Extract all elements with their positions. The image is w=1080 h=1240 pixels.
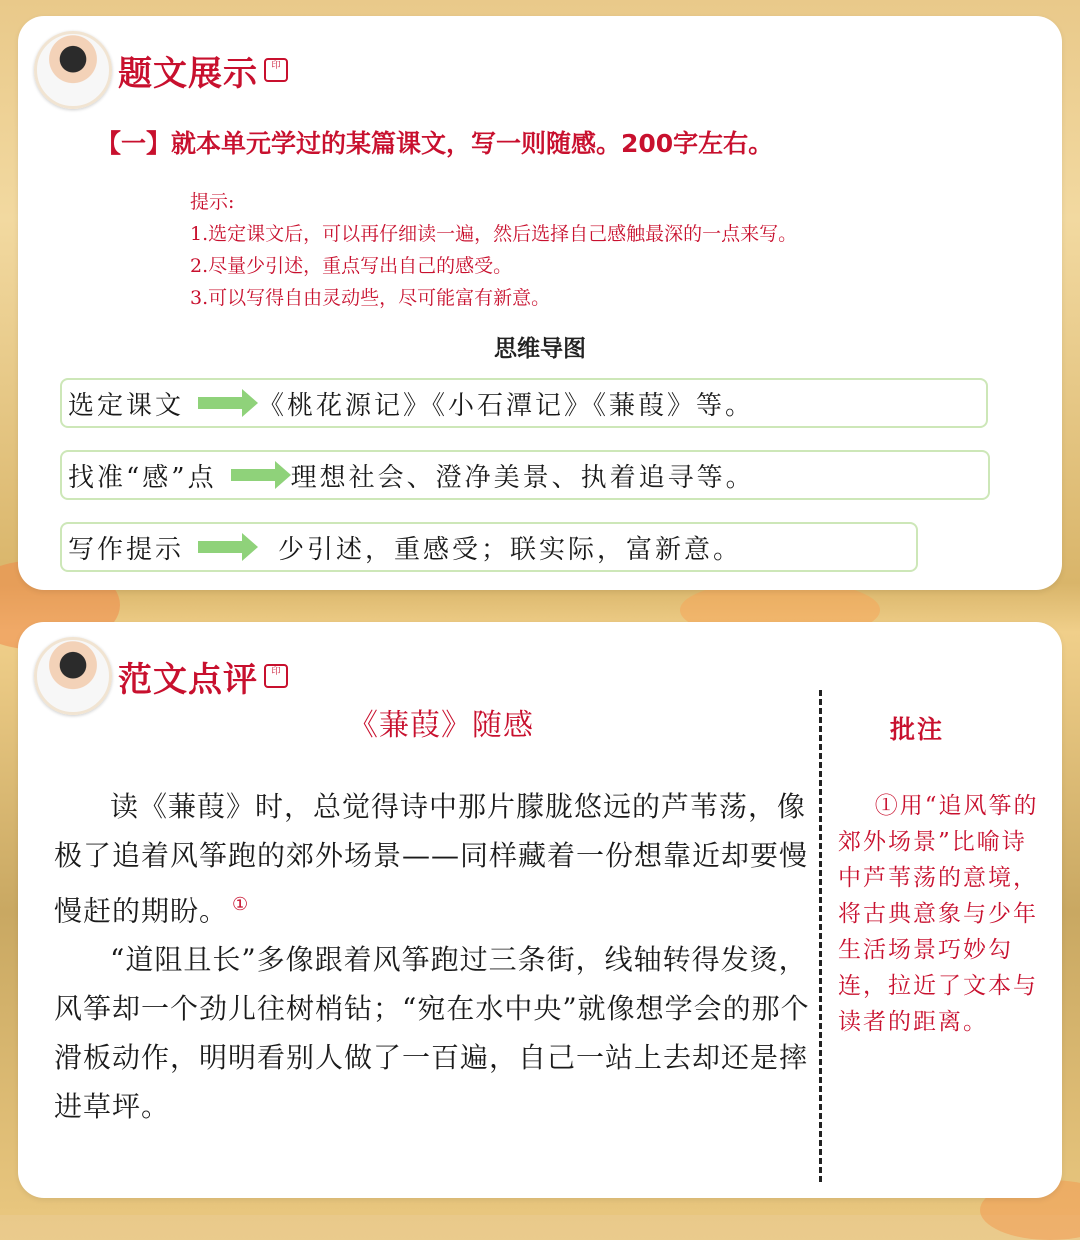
essay-paragraph: “道阻且长”多像跟着风筝跑过三条街，线轴转得发烫，风筝却一个劲儿往树梢钻；“宛在水中央”就像想学会的那个滑板动作，明明看别人做了一百遍，自己一站上去却还是摔进草坪。	[54, 943, 810, 1124]
paragraph-text: 读《蒹葭》时，总觉得诗中那片朦胧悠远的芦苇荡，像极了追着风筝跑的郊外场景——同样藏着一份想靠近却要慢慢赶的期盼。	[54, 790, 809, 928]
avatar	[34, 31, 112, 109]
mindmap-title: 思维导图	[494, 336, 586, 362]
mindmap-row	[60, 522, 918, 572]
hint-item: 1.选定课文后，可以再仔细读一遍，然后选择自己感触最深的一点来写。	[190, 223, 798, 245]
arrow-right-icon	[231, 469, 277, 481]
essay-body	[54, 782, 814, 1131]
question-prompt: 【一】就本单元学过的某篇课文，写一则随感。200字左右。	[96, 129, 774, 158]
mindmap-text: 《桃花源记》《小石潭记》《蒹葭》等。	[258, 390, 755, 421]
section-title: 范文点评	[118, 659, 258, 700]
section-title: 题文展示	[118, 53, 258, 94]
mindmap-label: 写作提示	[68, 534, 185, 565]
essay-title: 《蒹葭》随感	[348, 708, 534, 743]
mindmap-row	[60, 450, 990, 500]
hint-item: 3.可以写得自由灵动些，尽可能富有新意。	[190, 287, 551, 309]
dashed-divider	[819, 690, 822, 1182]
mindmap-label: 选定课文	[68, 390, 185, 421]
seal-icon: 印	[264, 664, 288, 688]
section-header	[34, 30, 288, 110]
sample-essay-card	[18, 622, 1062, 1198]
annotation-mark: ①	[232, 894, 250, 915]
arrow-right-icon	[198, 541, 244, 553]
annotation-title: 批注	[890, 715, 945, 744]
seal-icon: 印	[264, 58, 288, 82]
annotation-text: ①用“追风筝的郊外场景”比喻诗中芦苇荡的意境，将古典意象与少年生活场景巧妙勾连，拉近了文本与读者的距离。	[838, 793, 1039, 1035]
hint-item: 2.尽量少引述，重点写出自己的感受。	[190, 255, 513, 277]
arrow-right-icon	[198, 397, 244, 409]
mindmap-label: 找准“感”点	[68, 462, 217, 493]
essay-paragraph	[54, 782, 814, 935]
section-header	[34, 636, 288, 716]
mindmap-text: 理想社会、澄净美景、执着追寻等。	[290, 462, 755, 493]
hint-list	[190, 186, 797, 314]
mindmap-row	[60, 378, 988, 428]
hint-heading: 提示:	[190, 191, 235, 213]
question-card	[18, 16, 1062, 590]
mindmap-text: 少引述，重感受；联实际，富新意。	[278, 534, 743, 565]
avatar	[34, 637, 112, 715]
